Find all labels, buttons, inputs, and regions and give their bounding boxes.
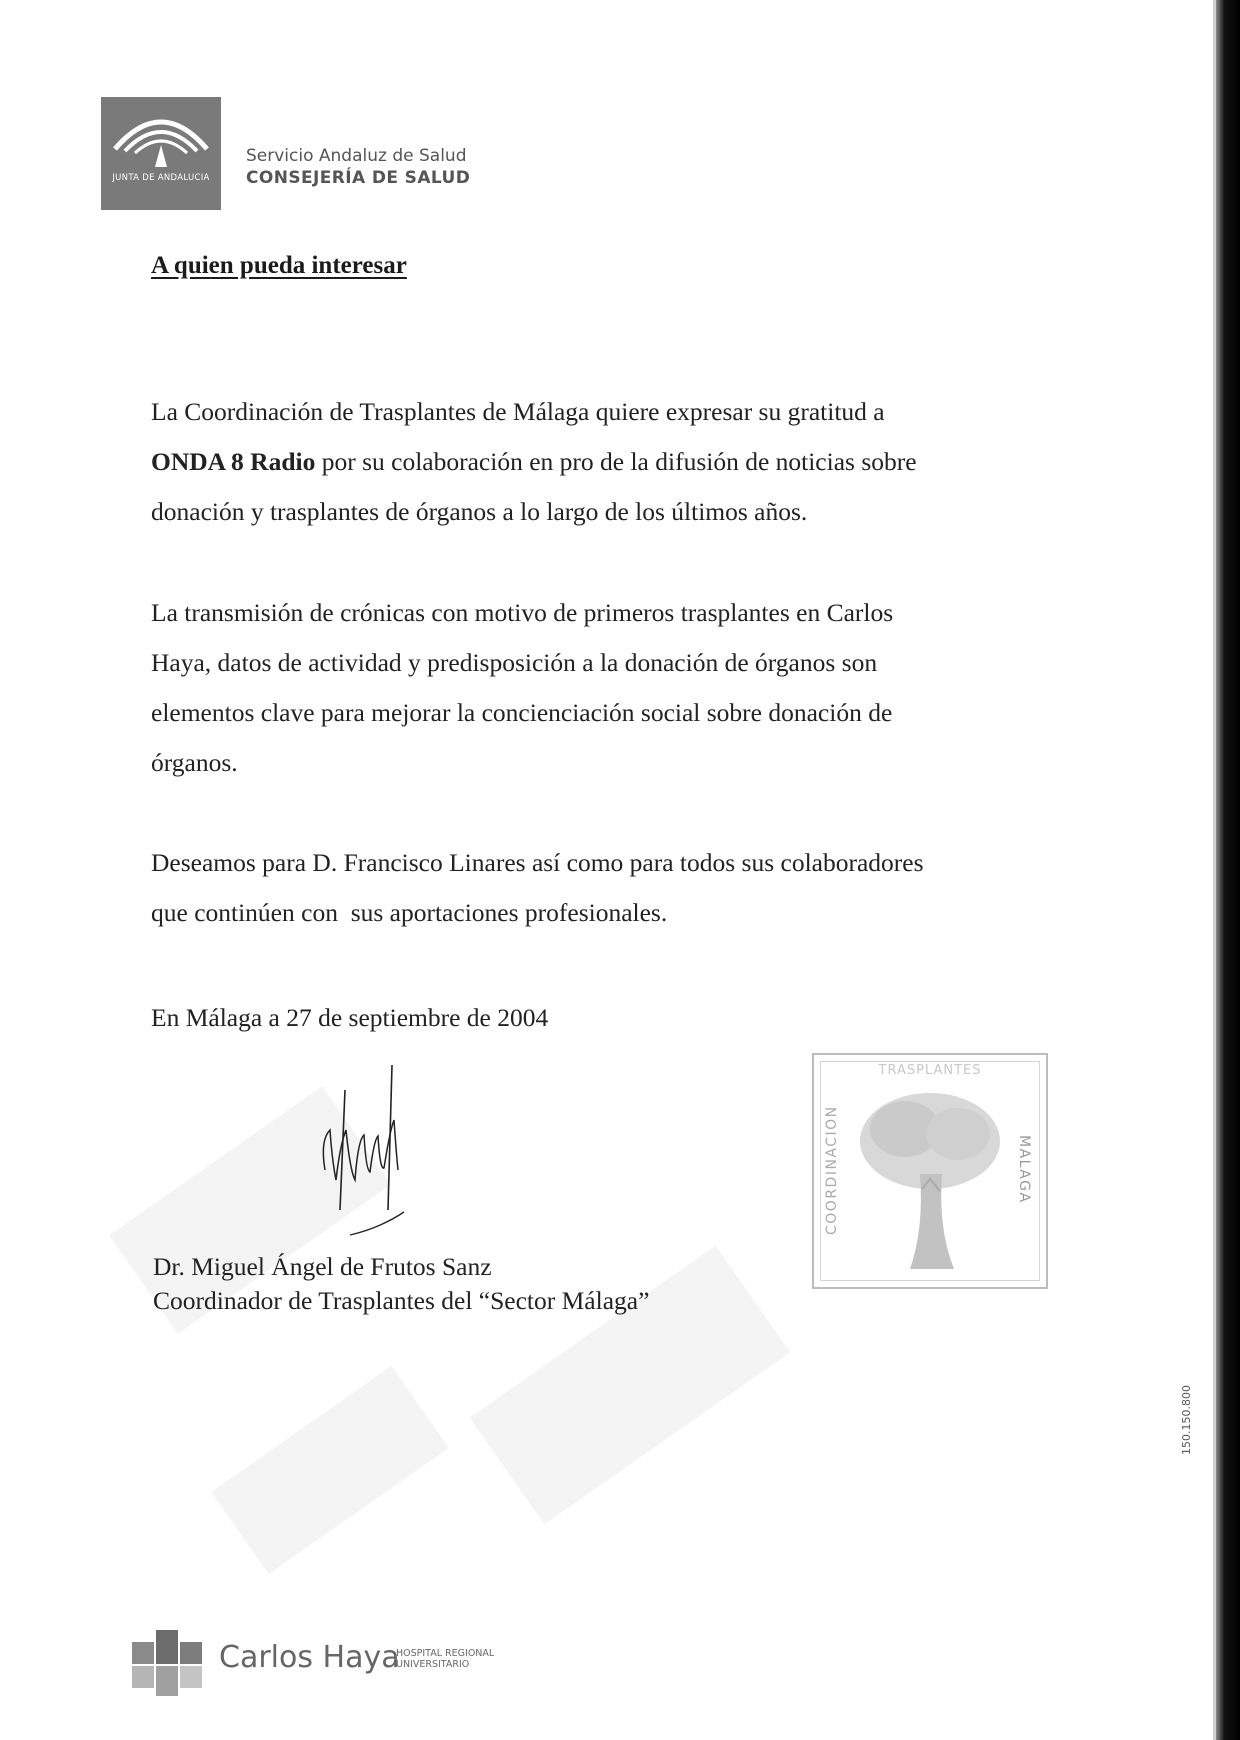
paragraph-line: La Coordinación de Trasplantes de Málaga quiere expresar su gratitud a <box>151 397 885 426</box>
paragraph-line-rest: por su colaboración en pro de la difusión de noticias sobre <box>315 447 917 476</box>
tree-icon <box>850 1079 1010 1279</box>
background-watermark <box>211 1366 449 1574</box>
signatory-name: Dr. Miguel Ángel de Frutos Sanz <box>153 1252 492 1281</box>
paragraph-line: órganos. <box>151 748 238 777</box>
logo-caption: JUNTA DE ANDALUCIA <box>112 173 210 183</box>
date-place-line: En Málaga a 27 de septiembre de 2004 <box>151 1003 549 1032</box>
paragraph-line: donación y trasplantes de órganos a lo largo de los últimos años. <box>151 497 808 526</box>
hospital-subtitle <box>396 1648 494 1670</box>
form-code: 150.150.800 <box>1180 1385 1193 1455</box>
paragraph-wishes <box>151 838 1031 938</box>
paragraph-transmission <box>151 588 1031 788</box>
paragraph-gratitude <box>151 387 1031 537</box>
header-service-name: Servicio Andaluz de Salud <box>246 146 467 166</box>
signatory-block <box>153 1250 649 1318</box>
arch-emblem-icon <box>101 97 221 210</box>
radio-name: ONDA 8 Radio <box>151 447 316 476</box>
paragraph-line: Haya, datos de actividad y predisposición a la donación de órganos son <box>151 648 878 677</box>
stamp-right-text: MALAGA <box>1016 1135 1032 1204</box>
stamp-left-text: COORDINACION <box>824 1105 840 1235</box>
handwritten-signature <box>300 1060 430 1250</box>
hospital-subtitle-line: HOSPITAL REGIONAL <box>396 1648 495 1659</box>
salutation-heading: A quien pueda interesar <box>151 252 407 279</box>
paragraph-line: elementos clave para mejorar la concienciación social sobre donación de <box>151 698 893 727</box>
hospital-logo-icon <box>132 1630 212 1696</box>
paragraph-line <box>151 437 1031 487</box>
header-institution <box>246 145 470 189</box>
paragraph-line: Deseamos para D. Francisco Linares así como para todos sus colaboradores <box>151 848 924 877</box>
paragraph-line: La transmisión de crónicas con motivo de primeros trasplantes en Carlos <box>151 598 894 627</box>
coordination-stamp <box>812 1053 1048 1289</box>
signatory-title: Coordinador de Trasplantes del “Sector Málaga” <box>153 1286 650 1315</box>
paragraph-line: que continúen con sus aportaciones profesionales. <box>151 898 668 927</box>
hospital-subtitle-line: UNIVERSITARIO <box>396 1659 470 1670</box>
scan-edge-shadow <box>1216 0 1240 1740</box>
stamp-top-text: TRASPLANTES <box>878 1063 982 1078</box>
hospital-name: Carlos Haya <box>219 1640 400 1675</box>
header-ministry-name: CONSEJERÍA DE SALUD <box>246 168 471 188</box>
junta-de-andalucia-logo <box>101 97 221 210</box>
